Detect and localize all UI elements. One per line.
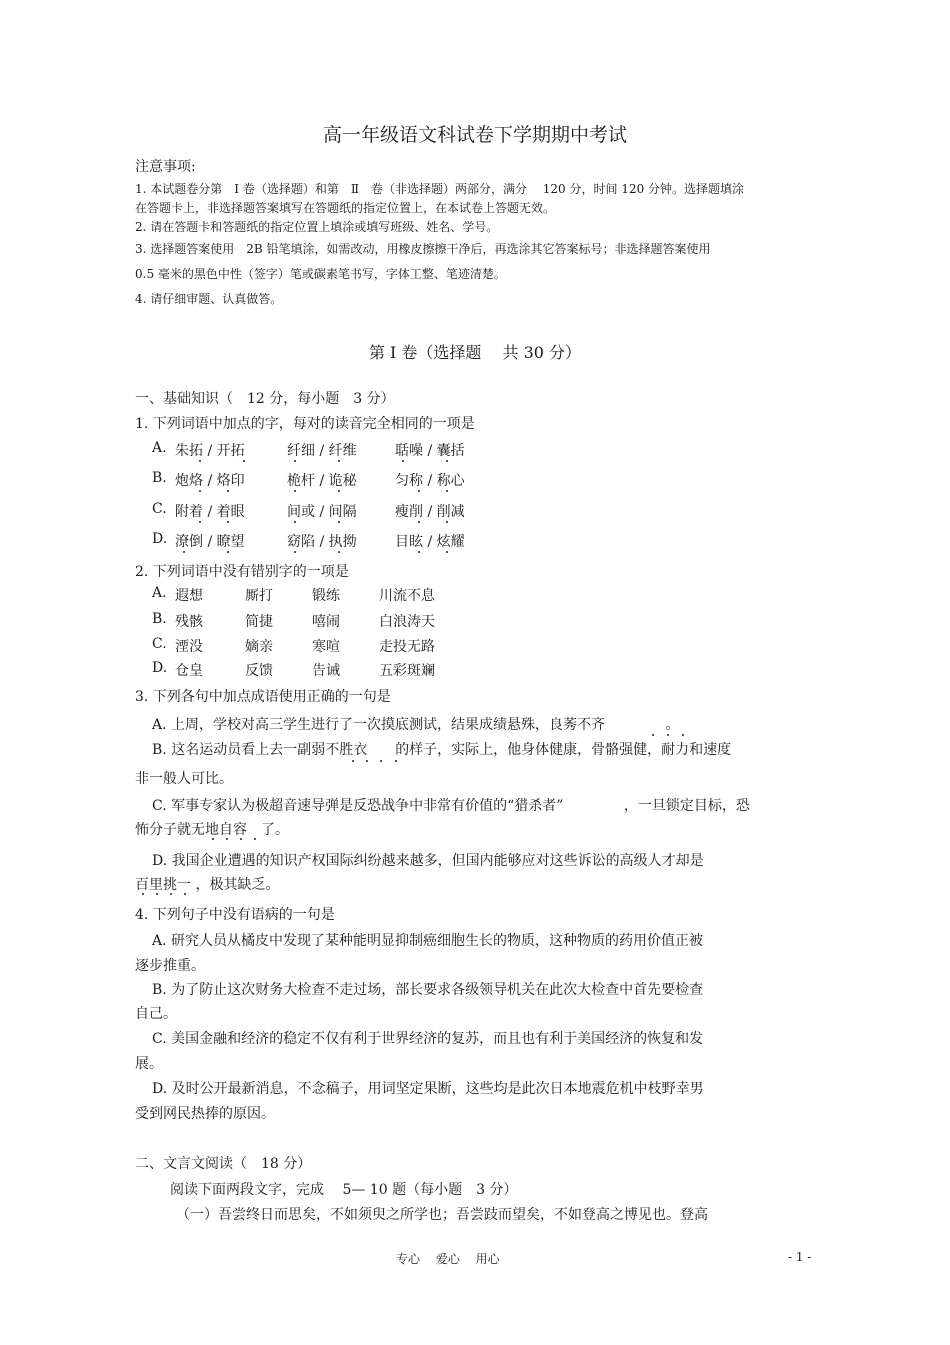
q4-option-a: A. 研究人员从橘皮中发现了某种能明显抑制癌细胞生长的物质，这种物质的药用价值正被: [152, 933, 704, 949]
emphasis-dot: [240, 838, 242, 840]
emphasis-dot: [227, 490, 229, 492]
word: 嫡亲: [245, 639, 273, 655]
emphasis-dot: [682, 734, 684, 736]
q4-option-c-cont: 展。: [135, 1056, 163, 1072]
q4-option-c: C. 美国金融和经济的稳定不仅有利于世界经济的复苏，而且也有利于美国经济的恢复和发: [152, 1031, 704, 1047]
emphasis-dot: [446, 490, 448, 492]
word: 五彩斑斓: [379, 663, 435, 679]
emphasis-dot: [226, 838, 228, 840]
emphasis-dot: [254, 838, 256, 840]
option-letter: A.: [152, 440, 167, 456]
q4-option-a-cont: 逐步推重。: [135, 958, 205, 974]
q1-option-a: [152, 440, 552, 460]
q1-stem: 1. 下列词语中加点的字，每对的读音完全相同的一项是: [135, 416, 475, 432]
q3-stem: 3. 下列各句中加点成语使用正确的一句是: [135, 689, 391, 705]
q3-option-c-cont: 怖分子就无地自容 了。: [135, 822, 289, 838]
q1-option-d: [152, 531, 552, 551]
note-4: 4. 请仔细审题、认真做答。: [135, 292, 283, 306]
word-pair: 附着 / 着眼: [175, 504, 245, 520]
q4-stem: 4. 下列句子中没有语病的一句是: [135, 907, 335, 923]
word-pair: 炮烙 / 烙印: [175, 473, 245, 489]
emphasis-dot: [227, 551, 229, 553]
emphasis-dot: [446, 551, 448, 553]
option-letter: D.: [152, 660, 168, 676]
emphasis-dot: [243, 460, 245, 462]
emphasis-dot: [395, 760, 397, 762]
emphasis-dot: [170, 893, 172, 895]
page-title: 高一年级语文科试卷下学期期中考试: [322, 124, 627, 146]
emphasis-dot: [338, 460, 340, 462]
word: 反馈: [245, 663, 273, 679]
word: 简捷: [245, 614, 273, 630]
q4-option-d-cont: 受到网民热捧的原因。: [135, 1106, 275, 1122]
q3-option-a: A. 上周，学校对高三学生进行了一次摸底测试，结果成绩悬殊，良莠不齐 。: [152, 717, 680, 733]
part1-heading: 一、基础知识（ 12 分，每小题 3 分）: [135, 391, 395, 407]
emphasis-dot: [294, 490, 296, 492]
option-letter: C.: [152, 501, 167, 517]
emphasis-dot: [446, 460, 448, 462]
emphasis-dot: [184, 893, 186, 895]
emphasis-dot: [418, 521, 420, 523]
word: 寒喧: [312, 639, 340, 655]
emphasis-dot: [446, 521, 448, 523]
emphasis-dot: [156, 893, 158, 895]
note-3a: 3. 选择题答案使用 2B 铅笔填涂，如需改动，用橡皮擦擦干净后，再选涂其它答案标号；非选择题答案使用: [135, 242, 711, 256]
emphasis-dot: [380, 760, 382, 762]
word: 告诫: [312, 663, 340, 679]
q3-option-b: B. 这名运动员看上去一副弱不胜衣 的样子，实际上，他身体健康，骨骼强健，耐力和速度: [152, 742, 732, 758]
q3-option-d-cont: 百里挑一 ，极其缺乏。: [135, 877, 280, 893]
part2-text: （一）吾尝终日而思矣，不如须臾之所学也；吾尝跂而望矣，不如登高之博见也。登高: [176, 1207, 708, 1223]
option-letter: B.: [152, 611, 167, 627]
word: 嘻闹: [312, 614, 340, 630]
word: 遐想: [175, 588, 203, 604]
option-letter: D.: [152, 531, 168, 547]
word: 白浪涛天: [379, 614, 435, 630]
word-pair: 聒噪 / 囊括: [395, 443, 465, 459]
word: 走投无路: [379, 639, 435, 655]
emphasis-dot: [199, 490, 201, 492]
q2-option-b: [152, 611, 552, 631]
note-3b: 0.5 毫米的黑色中性（签字）笔或碳素笔书写，字体工整、笔迹清楚。: [135, 267, 506, 281]
emphasis-dot: [199, 521, 201, 523]
emphasis-dot: [294, 551, 296, 553]
word-pair: 朱拓 / 开拓: [175, 443, 245, 459]
emphasis-dot: [294, 460, 296, 462]
emphasis-dot: [199, 460, 201, 462]
q2-option-a: [152, 585, 552, 605]
q2-stem: 2. 下列词语中没有错别字的一项是: [135, 564, 349, 580]
option-letter: A.: [152, 585, 167, 601]
q2-option-d: [152, 660, 552, 680]
part2-intro: 阅读下面两段文字，完成 5— 10 题（每小题 3 分）: [170, 1182, 518, 1198]
q3-option-c: C. 军事专家认为极超音速导弹是反恐战争中非常有价值的“猎杀者” ，一旦锁定目标，恐: [152, 798, 750, 814]
footer-motto: 专心 爱心 用心: [396, 1252, 500, 1266]
word-pair: 窈陷 / 执拗: [287, 534, 357, 550]
option-letter: C.: [152, 636, 167, 652]
emphasis-dot: [652, 734, 654, 736]
word-pair: 桅杆 / 诡秘: [287, 473, 357, 489]
word-pair: 瘦削 / 削减: [395, 504, 465, 520]
page-number: - 1 -: [788, 1250, 812, 1264]
emphasis-dot: [212, 838, 214, 840]
q4-option-d: D. 及时公开最新消息，不念稿子，用词坚定果断，这些均是此次日本地震危机中枝野幸男: [152, 1081, 704, 1097]
emphasis-dot: [294, 521, 296, 523]
emphasis-dot: [227, 521, 229, 523]
emphasis-dot: [338, 490, 340, 492]
note-2: 2. 请在答题卡和答题纸的指定位置上填涂或填写班级、姓名、学号。: [135, 220, 499, 234]
emphasis-dot: [352, 760, 354, 762]
emphasis-dot: [142, 893, 144, 895]
emphasis-dot: [183, 551, 185, 553]
word-pair: 目眩 / 炫耀: [395, 534, 465, 550]
note-1b: 在答题卡上，非选择题答案填写在答题纸的指定位置上，在本试卷上答题无效。: [135, 201, 556, 215]
emphasis-dot: [402, 460, 404, 462]
q1-option-c: [152, 501, 552, 521]
word: 厮打: [245, 588, 273, 604]
emphasis-dot: [366, 760, 368, 762]
q2-option-c: [152, 636, 552, 656]
emphasis-dot: [667, 734, 669, 736]
emphasis-dot: [418, 551, 420, 553]
q4-option-b-cont: 自己。: [135, 1006, 177, 1022]
word: 湮没: [175, 639, 203, 655]
word-pair: 潦倒 / 瞭望: [175, 534, 245, 550]
emphasis-dot: [338, 551, 340, 553]
word-pair: 匀称 / 称心: [395, 473, 465, 489]
word-pair: 间或 / 间隔: [287, 504, 357, 520]
q1-option-b: [152, 470, 552, 490]
part2-heading: 二、文言文阅读（ 18 分）: [135, 1156, 312, 1172]
emphasis-dot: [338, 521, 340, 523]
q3-option-d: D. 我国企业遭遇的知识产权国际纠纷越来越多，但国内能够应对这些诉讼的高级人才却是: [152, 853, 704, 869]
word-pair: 纤细 / 纤维: [287, 443, 357, 459]
q3-option-b-cont: 非一般人可比。: [135, 771, 233, 787]
word: 仓皇: [175, 663, 203, 679]
note-1a: 1. 本试题卷分第 Ⅰ 卷（选择题）和第 Ⅱ 卷（非选择题）两部分，满分 120 分，时间 120 分钟。选择题填涂: [135, 182, 745, 196]
word: 残骸: [175, 614, 203, 630]
word: 锻练: [312, 588, 340, 604]
emphasis-dot: [418, 490, 420, 492]
section-heading: 第 Ⅰ 卷（选择题 共 30 分）: [368, 343, 582, 362]
word: 川流不息: [379, 588, 435, 604]
option-letter: B.: [152, 470, 167, 486]
q4-option-b: B. 为了防止这次财务大检查不走过场，部长要求各级领导机关在此次大检查中首先要检查: [152, 982, 704, 998]
notes-heading: 注意事项:: [135, 159, 196, 175]
